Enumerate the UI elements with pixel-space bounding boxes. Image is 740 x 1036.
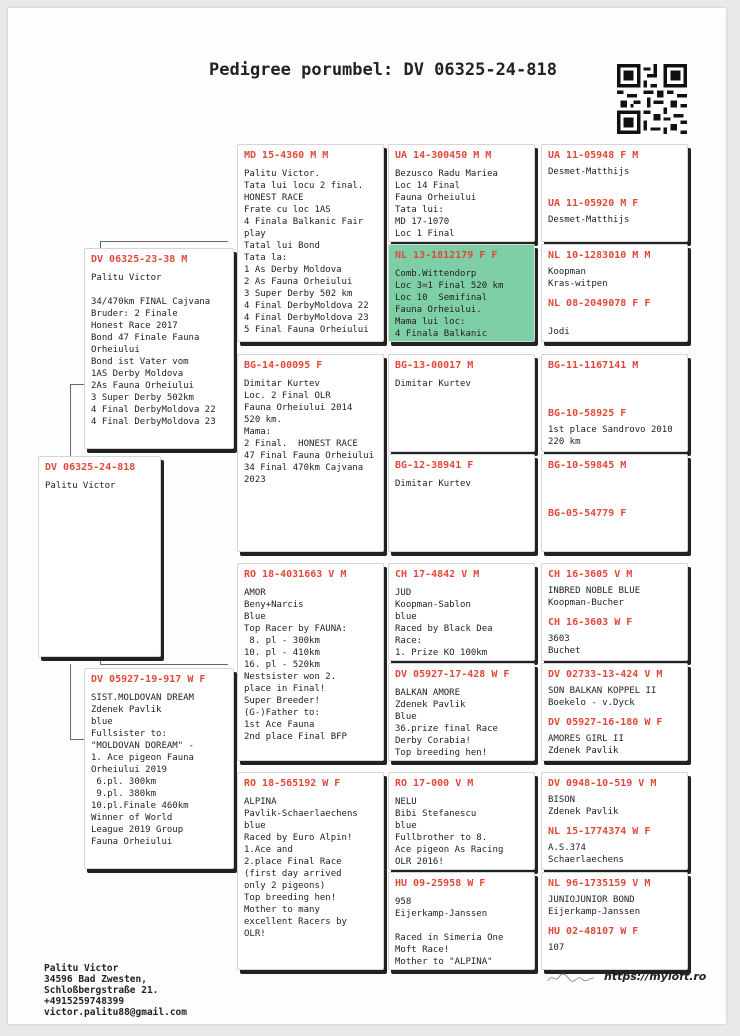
breeder-email[interactable]: victor.palitu88@gmail.com [44, 1007, 187, 1018]
connector-line [100, 658, 101, 664]
ring-number: DV 02733-13-424 V M [548, 669, 663, 680]
pigeon-details: BISON Zdenek Pavlik [548, 795, 619, 817]
ring-number: CH 16-3605 V M [548, 569, 633, 580]
pigeon-details: 3603 Buchet [548, 634, 581, 656]
ring-number: BG-12-38941 F [395, 460, 474, 471]
ring-number: HU 09-25958 W F [395, 878, 486, 889]
pigeon-card [388, 872, 535, 970]
pigeon-card [388, 354, 535, 452]
pigeon-card-pair [541, 663, 688, 761]
pigeon-details: JUNIOJUNIOR BOND Eijerkamp-Janssen [548, 895, 641, 917]
pigeon-details: Bezusco Radu Mariea Loc 14 Final Fauna Orheiului Tata lui: MD 17-1070 Loc 1 Final [395, 169, 498, 239]
ring-number: BG-05-54779 F [548, 508, 627, 519]
ring-number: NL 10-1283010 M M [548, 250, 651, 261]
pigeon-details: Dimitar Kurtev Loc. 2 Final OLR Fauna Orheiului 2014 520 km. Mama: 2 Final. HONEST RACE 47 Final Fauna Orheiului 34 Final 470km Cajvana 2023 [244, 379, 375, 485]
ring-number: BG-10-58925 F [548, 408, 627, 419]
pigeon-details: Desmet-Matthijs [548, 215, 630, 225]
pigeon-card [84, 248, 234, 449]
page-title: Pedigree porumbel: DV 06325-24-818 [209, 60, 557, 80]
pigeon-card [388, 663, 535, 761]
pigeon-details: INBRED NOBLE BLUE Koopman-Bucher [548, 586, 641, 608]
pigeon-details: AMOR Beny+Narcis Blue Top Racer by FAUNA: 8. pl - 300km 10. pl - 410km 16. pl - 520km Nestsister won 2. place in Final! Super Breeder! (G-)Father to: 1st Ace Fauna 2nd place Final BFP [244, 588, 347, 742]
pigeon-card-pair [541, 872, 688, 970]
ring-number: DV 06325-24-818 [45, 462, 136, 473]
pigeon-card [84, 668, 234, 869]
pigeon-card [237, 354, 384, 552]
website-link[interactable]: https://myloft.ro [604, 970, 707, 983]
qr-code [617, 64, 687, 134]
ring-number: NL 08-2049078 F F [548, 298, 651, 309]
ring-number: HU 02-48107 W F [548, 926, 639, 937]
ring-number: RO 18-565192 W F [244, 778, 341, 789]
ring-number: CH 16-3603 W F [548, 617, 633, 628]
pigeon-card-pair [541, 144, 688, 242]
pigeon-card [388, 244, 535, 342]
ring-number: BG-13-00017 M [395, 360, 474, 371]
pigeon-details: Comb.Wittendorp Loc 3=1 Final 520 km Loc 10 Semifinal Fauna Orheiului. Mama lui loc: 4 Finala Balkanic [395, 269, 504, 339]
pigeon-card [388, 454, 535, 552]
pedigree-sheet [8, 8, 726, 1024]
pigeon-details: Koopman Kras-witpen [548, 267, 608, 289]
ring-number: DV 05927-17-428 W F [395, 669, 510, 680]
pigeon-card [388, 563, 535, 661]
pigeon-details: SON BALKAN KOPPEL II Boekelo - v.Dyck [548, 686, 657, 708]
pigeon-details: JUD Koopman-Sablon blue Raced by Black Dea Race: 1. Prize KO 100km [395, 588, 493, 658]
connector-line [70, 384, 71, 459]
ring-number: BG-14-00095 F [244, 360, 323, 371]
ring-number: NL 96-1735159 V M [548, 878, 651, 889]
pigeon-details: Palitu Victor. Tata lui locu 2 final. HONEST RACE Frate cu loc 1AS 4 Finala Balkanic Fair play Tatal lui Bond Tata la: 1 As Derby Moldova 2 As Fauna Orheiului 3 Super Derby 502 km 4 Final DerbyMoldova 22 4 Final DerbyMoldova 23 5 Final Fauna Orheiului [244, 169, 369, 335]
pigeon-details: NELU Bibi Stefanescu blue Fullbrother to 8. Ace pigeon As Racing OLR 2016! [395, 797, 504, 867]
ring-number: MD 15-4360 M M [244, 150, 329, 161]
ring-number: CH 17-4842 V M [395, 569, 480, 580]
ring-number: RO 18-4031663 V M [244, 569, 347, 580]
ring-number: BG-11-1167141 M [548, 360, 639, 371]
pigeon-details: Jodi [548, 327, 570, 337]
pigeon-details: AMORES GIRL II Zdenek Pavlik [548, 734, 624, 756]
connector-line [100, 664, 228, 665]
pigeon-details: SIST.MOLDOVAN DREAM Zdenek Pavlik blue Fullsister to: "MOLDOVAN DOREAM" - 1. Ace pigeon Fauna Orheiului 2019 6.pl. 300km 9.pl. 380km 10.pl.Finale 460km Winner of World League 2019 Group Fauna Orheiului [91, 693, 194, 847]
breeder-city: 34596 Bad Zwesten, [44, 974, 147, 985]
breeder-phone: +4915259748399 [44, 996, 125, 1007]
pigeon-details: A.S.374 Schaerlaechens [548, 843, 624, 865]
pigeon-details: 107 [548, 943, 565, 953]
pigeon-card-pair [541, 354, 688, 452]
pigeon-card [38, 456, 161, 657]
pigeon-card [237, 563, 384, 761]
ring-number: DV 05927-16-180 W F [548, 717, 663, 728]
pigeon-details: Palitu Victor [45, 481, 116, 491]
pigeon-card [237, 144, 384, 342]
breeder-street: Schloßbergstraße 21. [44, 985, 159, 996]
breeder-contact [44, 963, 187, 1018]
ring-number: UA 11-05948 F M [548, 150, 639, 161]
pigeon-details: Dimitar Kurtev [395, 479, 471, 489]
ring-number: NL 15-1774374 W F [548, 826, 651, 837]
pigeon-details: 1st place Sandrovo 2010 220 km [548, 425, 673, 447]
ring-number: RO 17-000 V M [395, 778, 474, 789]
pigeon-card-pair [541, 454, 688, 552]
pigeon-details: Dimitar Kurtev [395, 379, 471, 389]
connector-line [70, 664, 71, 739]
pigeon-details: ALPINA Pavlik-Schaerlaechens blue Raced by Euro Alpin! 1.Ace and 2.place Final Race (first day arrived only 2 pigeons) Top breeding hen! Mother to many excellent Racers by OLR! [244, 797, 358, 939]
pigeon-details: Palitu Victor 34/470km FINAL Cajvana Bruder: 2 Finale Honest Race 2017 Bond 47 Finale Fauna Orheiului Bond ist Vater vom 1AS Derby Moldova 2As Fauna Orheiului 3 Super Derby 502km 4 Final DerbyMoldova 22 4 Final DerbyMoldova 23 [91, 273, 216, 427]
connector-line [100, 241, 228, 242]
ring-number: DV 05927-19-917 W F [91, 674, 206, 685]
pigeon-card-pair [541, 563, 688, 661]
pigeon-details: BALKAN AMORE Zdenek Pavlik Blue 36.prize final Race Derby Corabia! Top breeding hen! [395, 688, 498, 758]
ring-number: UA 14-300450 M M [395, 150, 492, 161]
ring-number: DV 06325-23-38 M [91, 254, 188, 265]
pigeon-card [237, 772, 384, 970]
pigeon-card [388, 144, 535, 242]
signature [546, 971, 596, 985]
pigeon-card-pair [541, 772, 688, 870]
ring-number: DV 0948-10-519 V M [548, 778, 657, 789]
ring-number: BG-10-59845 M [548, 460, 627, 471]
ring-number: UA 11-05920 M F [548, 198, 639, 209]
pigeon-card-pair [541, 244, 688, 342]
breeder-name: Palitu Victor [44, 963, 119, 974]
pigeon-details: 958 Eijerkamp-Janssen Raced in Simeria One Moft Race! Mother to "ALPINA" [395, 897, 504, 967]
pigeon-card [388, 772, 535, 870]
ring-number: NL 13-1812179 F F [395, 250, 498, 261]
pigeon-details: Desmet-Matthijs [548, 167, 630, 177]
